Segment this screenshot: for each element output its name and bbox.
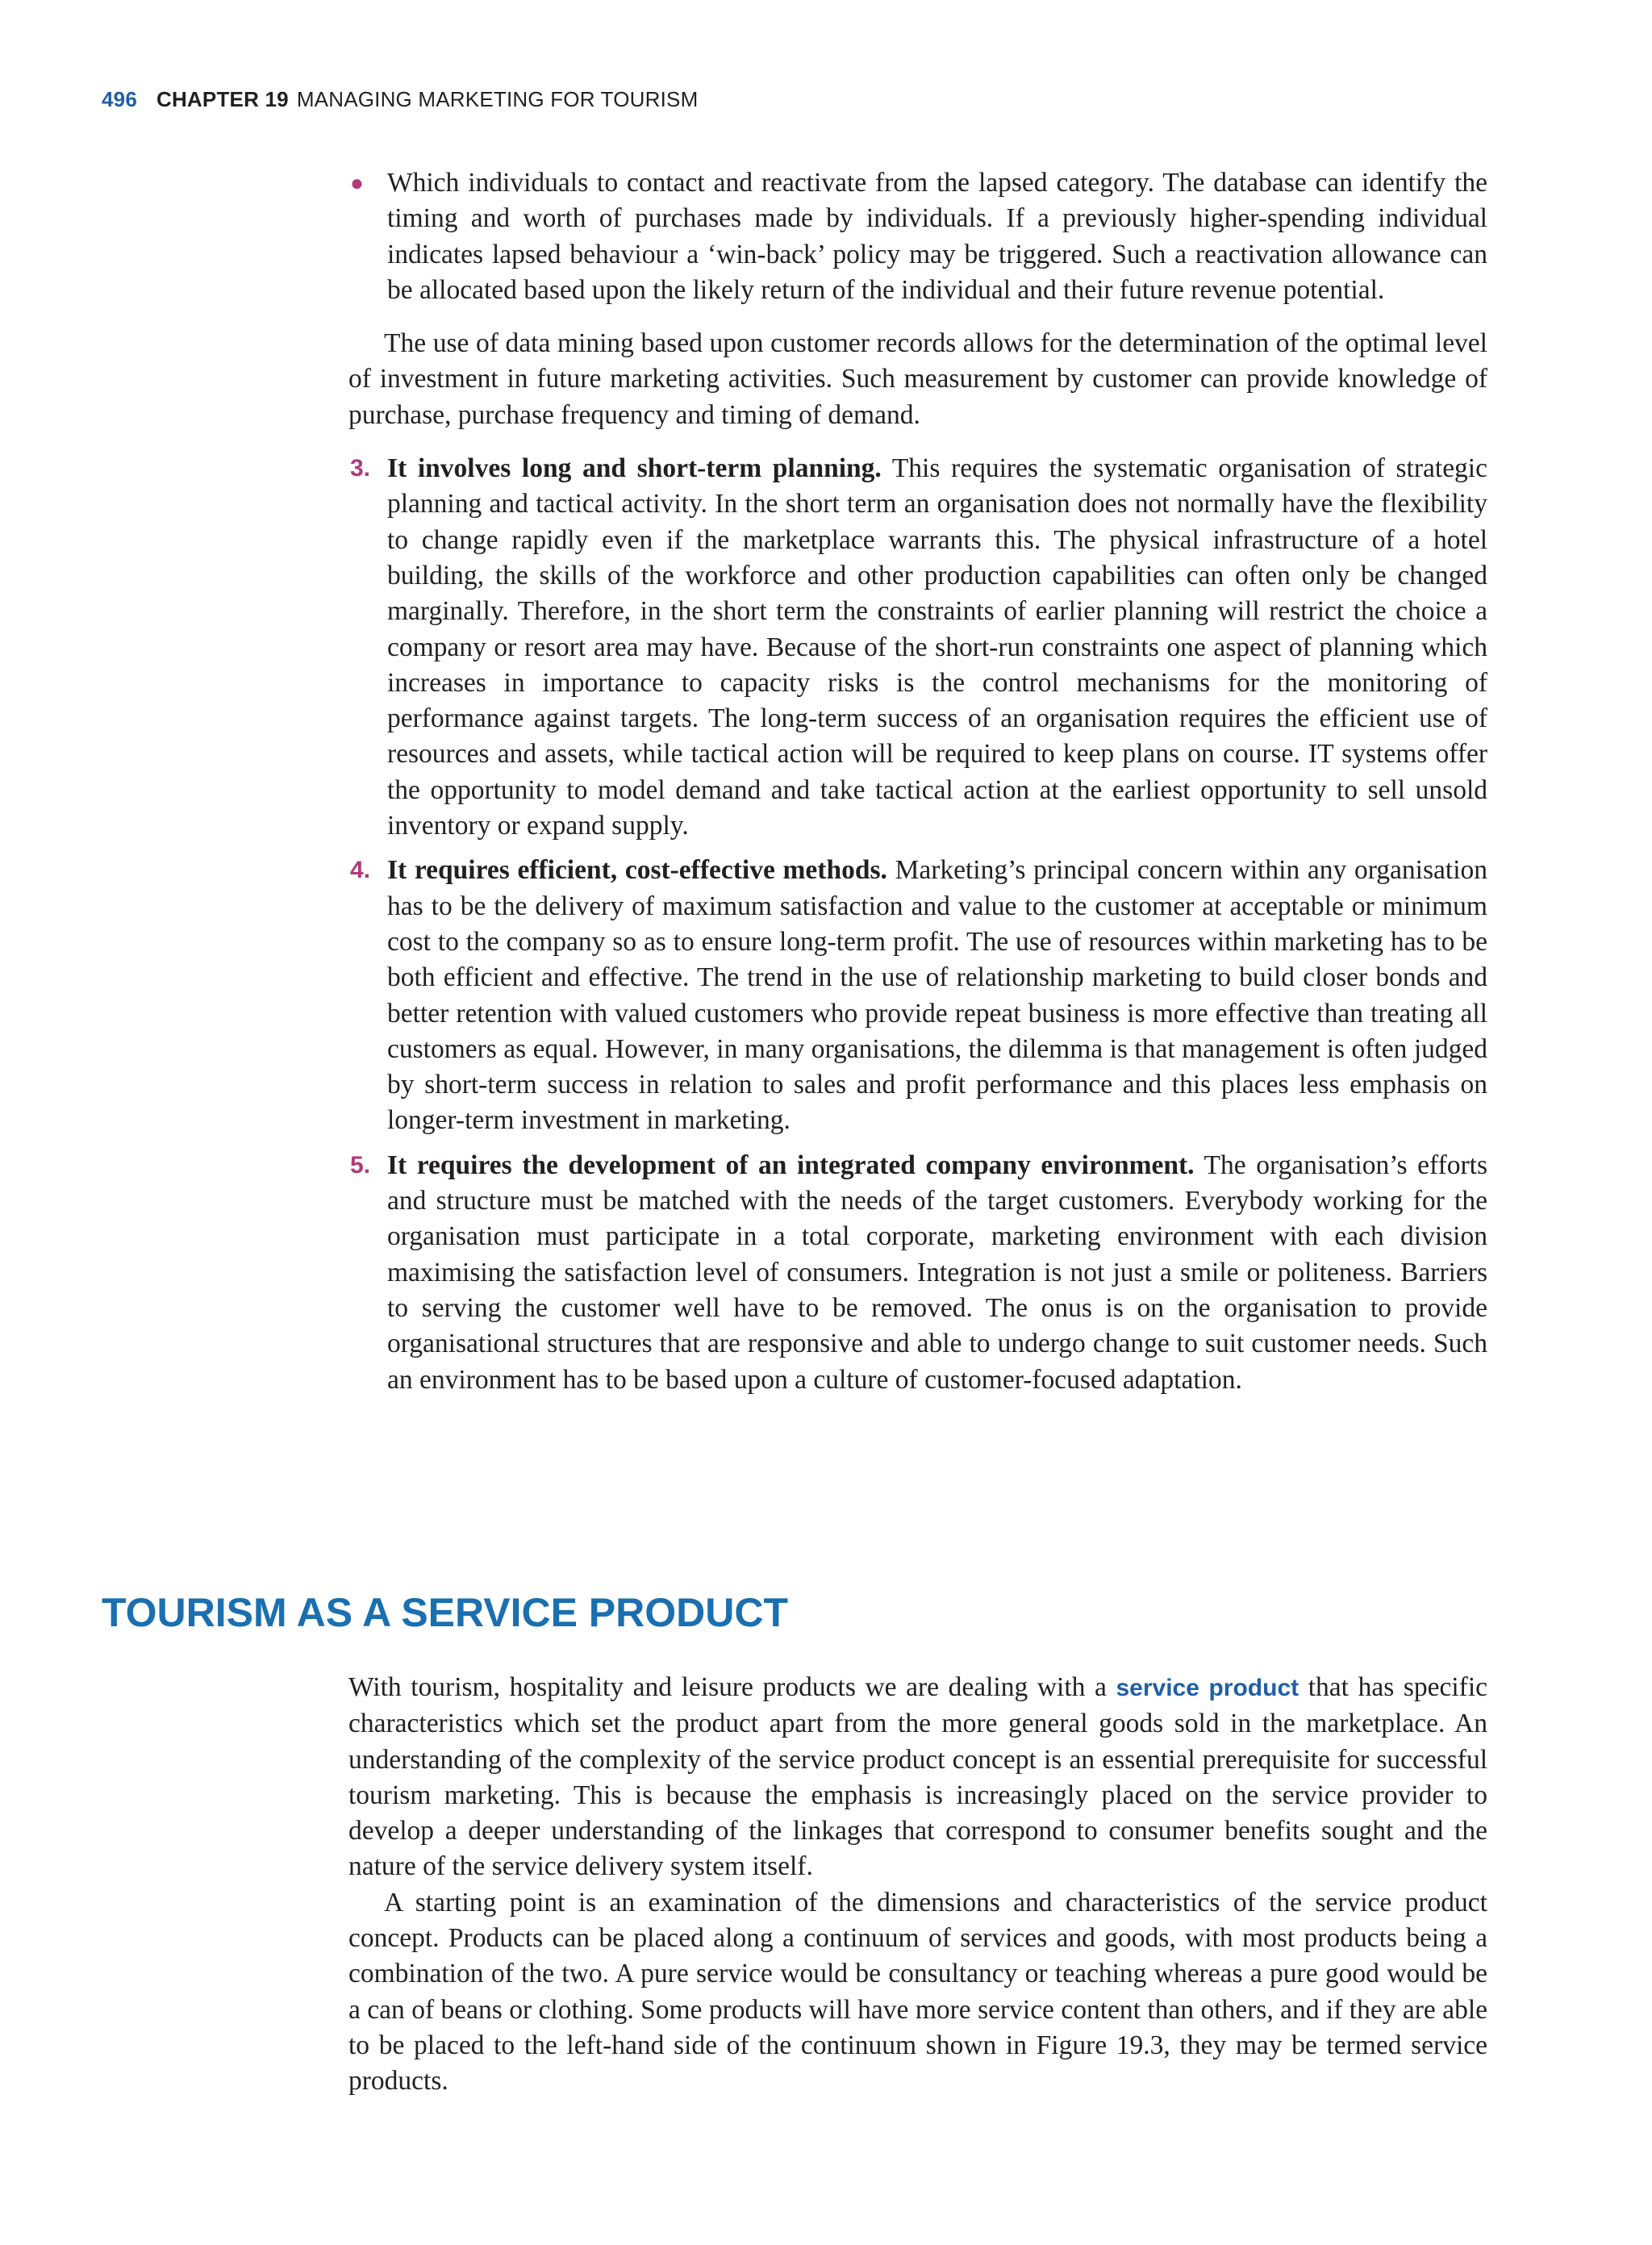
bullet-icon: ● — [350, 170, 364, 195]
paragraph-data-mining: The use of data mining based upon customer records allows for the determination of the optimal level of investment in future marketing activities. Such measurement by customer can provide knowledge of purchase, purchase frequency and timing of demand. — [348, 328, 1487, 430]
bullet-text: Which individuals to contact and reactivate from the lapsed category. The database can identify the timing and worth of purchases made by individuals. If a previously higher-spending individual indicates lapsed behaviour a ‘win-back’ policy may be triggered. Such a reactivation allowance can be allocated based upon the likely return of the individual and their future revenue potential. — [387, 168, 1487, 305]
numbered-item-5 — [348, 1148, 1487, 1398]
chapter-label: CHAPTER 19 — [156, 87, 289, 111]
numbered-item-4 — [348, 853, 1487, 1138]
item-text: This requires the systematic organisation of strategic planning and tactical activity. In the short term an organisation does not normally have the flexibility to change rapidly even if the marketplace warrants this. The physical infrastructure of a hotel building, the skills of the workforce and other production capabilities can often only be changed marginally. Therefore, in the short term the constraints of earlier planning will restrict the choice a company or resort area may have. Because of the short-run constraints one aspect of planning which increases in importance to capacity risks is the control mechanisms for the monitoring of performance against targets. The long-term success of an organisation requires the efficient use of resources and assets, while tactical action will be required to keep plans on course. IT systems offer the opportunity to model demand and take tactical action at the earliest opportunity to sell unsold inventory or expand supply. — [387, 453, 1487, 841]
p1-text-before: With tourism, hospitality and leisure products we are dealing with a — [348, 1672, 1116, 1702]
running-header — [102, 87, 698, 112]
item-lead: It involves long and short-term planning. — [387, 453, 882, 484]
page-number: 496 — [102, 87, 137, 111]
body-column-section — [348, 1670, 1487, 2100]
chapter-title: MANAGING MARKETING FOR TOURISM — [296, 87, 699, 111]
item-text: Marketing’s principal concern within any organisation has to be the delivery of maximum satisfaction and value to the customer at acceptable or minimum cost to the company so as to ensure long-term profit. The use of resources within marketing has to be both efficient and effective. The trend in the use of relationship marketing to build closer bonds and better retention with valued customers who provide repeat business is more effective than treating all customers as equal. However, in many organisations, the dilemma is that management is often judged by short-term success in relation to sales and profit performance and this places less emphasis on longer-term investment in marketing. — [387, 855, 1487, 1136]
item-number: 5. — [350, 1151, 371, 1179]
section-heading: TOURISM AS A SERVICE PRODUCT — [102, 1590, 789, 1635]
numbered-item-3 — [348, 451, 1487, 844]
item-number: 3. — [350, 455, 371, 482]
body-column-top — [348, 165, 1487, 1398]
section-paragraph-1 — [348, 1670, 1487, 1885]
item-lead: It requires the development of an integrated company environment. — [387, 1150, 1195, 1180]
item-number: 4. — [350, 857, 371, 884]
p1-text-after: that has specific characteristics which set the product apart from the more general goods sold in the marketplace. An understanding of the complexity of the service product concept is an essential prerequisite for successful tourism marketing. This is because the emphasis is increasingly placed on the service provider to develop a deeper understanding of the linkages that correspond to consumer benefits sought and the nature of the service delivery system itself. — [348, 1672, 1488, 1882]
keyword-service-product: service product — [1116, 1675, 1299, 1701]
item-lead: It requires efficient, cost-effective methods. — [387, 855, 887, 886]
bullet-item-lapsed — [348, 165, 1487, 308]
section-paragraph-2: A starting point is an examination of the dimensions and characteristics of the service product concept. Products can be placed along a continuum of services and goods, with most products being a combination of the two. A pure service would be consultancy or teaching whereas a pure good would be a can of beans or clothing. Some products will have more service content than others, and if they are able to be placed to the left-hand side of the continuum shown in Figure 19.3, they may be termed service products. — [348, 1887, 1487, 2097]
item-text: The organisation’s efforts and structure must be matched with the needs of the target customers. Everybody working for the organisation must participate in a total corporate, marketing environment with each division maximising the satisfaction level of consumers. Integration is not just a smile or politeness. Barriers to serving the customer well have to be removed. The onus is on the organisation to provide organisational structures that are responsive and able to undergo change to suit customer needs. Such an environment has to be based upon a culture of customer-focused adaptation. — [387, 1150, 1487, 1395]
